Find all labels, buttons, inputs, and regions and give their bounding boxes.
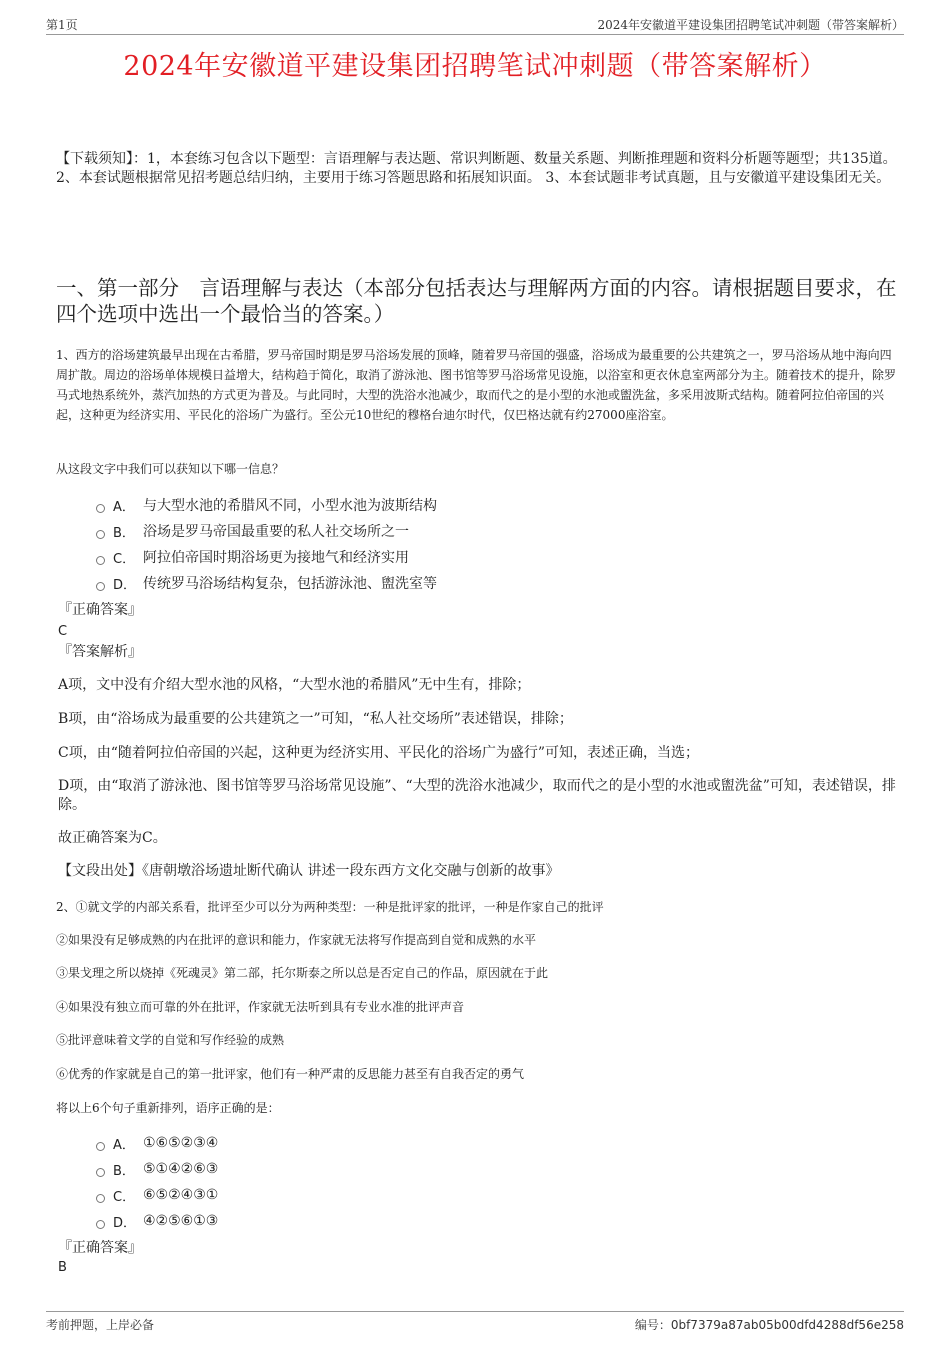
q1-answer: C [58, 624, 68, 639]
q2-sentence-6: ⑥优秀的作家就是自己的第一批评家，他们有一种严肃的反思能力甚至有自我否定的勇气 [56, 1067, 525, 1081]
q2-option-d[interactable]: D． ④②⑤⑥①③ [96, 1208, 218, 1234]
section-title: 一、第一部分 言语理解与表达（本部分包括表达与理解两方面的内容。请根据题目要求，在四个选项中选出一个最恰当的答案。） [56, 276, 897, 326]
q1-analysis-d: D项，由“取消了游泳池、图书馆等罗马浴场常见设施”、“大型的洗浴水池减少，取而代之的是小型的水池或盥洗盆”可知，表述错误，排除。 [58, 778, 896, 813]
q1-source: 【文段出处】《唐朝墩浴场遗址断代确认 讲述一段东西方文化交融与创新的故事》 [58, 863, 560, 879]
radio-icon[interactable] [96, 1168, 105, 1177]
radio-icon[interactable] [96, 504, 105, 513]
q1-option-c[interactable]: C． 阿拉伯帝国时期浴场更为接地气和经济实用 [96, 544, 437, 570]
q1-option-b[interactable]: B． 浴场是罗马帝国最重要的私人社交场所之一 [96, 518, 437, 544]
q1-option-d[interactable]: D． 传统罗马浴场结构复杂，包括游泳池、盥洗室等 [96, 570, 437, 596]
q1-analysis-label: 『答案解析』 [58, 644, 142, 660]
page-number: 第1页 [46, 18, 78, 32]
q2-sentence-5: ⑤批评意味着文学的自觉和写作经验的成熟 [56, 1033, 285, 1047]
q2-option-c[interactable]: C． ⑥⑤②④③① [96, 1182, 218, 1208]
radio-icon[interactable] [96, 1142, 105, 1151]
page-footer [46, 1311, 904, 1334]
q2-sentence-1: 2、①就文学的内部关系看，批评至少可以分为两种类型：一种是批评家的批评，一种是作家自己的批评 [56, 900, 604, 914]
q1-analysis-b: B项，由“浴场成为最重要的公共建筑之一”可知，“私人社交场所”表述错误，排除； [58, 711, 573, 727]
page-header [46, 16, 904, 35]
header-doc-title: 2024年安徽道平建设集团招聘笔试冲刺题（带答案解析） [597, 18, 904, 32]
q2-question: 将以上6个句子重新排列，语序正确的是： [56, 1101, 280, 1115]
footer-slogan: 考前押题，上岸必备 [46, 1318, 155, 1332]
q2-options [96, 1130, 218, 1234]
radio-icon[interactable] [96, 582, 105, 591]
q1-option-a[interactable]: A． 与大型水池的希腊风不同，小型水池为波斯结构 [96, 492, 437, 518]
q2-answer-label: 『正确答案』 [58, 1240, 142, 1256]
q2-option-b[interactable]: B． ⑤①④②⑥③ [96, 1156, 218, 1182]
footer-code: 编号：0bf7379a87ab05b00dfd4288df56e258 [634, 1318, 904, 1332]
download-notice: 【下载须知】：1，本套练习包含以下题型：言语理解与表达题、常识判断题、数量关系题、判断推理题和资料分析题等题型；共135道。 2、本套试题根据常见招考题总结归纳，主要用于练习答题思路和拓展知识面。 3、本套试题非考试真题，且与安徽道平建设集团无关。 [56, 151, 897, 186]
radio-icon[interactable] [96, 1194, 105, 1203]
q1-conclusion: 故正确答案为C。 [58, 830, 167, 846]
radio-icon[interactable] [96, 530, 105, 539]
q2-answer: B [58, 1260, 67, 1275]
q1-analysis-c: C项，由“随着阿拉伯帝国的兴起，这种更为经济实用、平民化的浴场广为盛行”可知，表述正确，当选； [58, 745, 700, 761]
radio-icon[interactable] [96, 556, 105, 565]
document-title: 2024年安徽道平建设集团招聘笔试冲刺题（带答案解析） [123, 51, 827, 82]
q2-sentence-4: ④如果没有独立而可靠的外在批评，作家就无法听到具有专业水准的批评声音 [56, 1000, 465, 1014]
q1-answer-label: 『正确答案』 [58, 602, 142, 618]
q2-option-a[interactable]: A． ①⑥⑤②③④ [96, 1130, 218, 1156]
q1-question: 从这段文字中我们可以获知以下哪一信息？ [56, 462, 285, 476]
q1-stem: 1、西方的浴场建筑最早出现在古希腊，罗马帝国时期是罗马浴场发展的顶峰，随着罗马帝国的强盛，浴场成为最重要的公共建筑之一，罗马浴场从地中海向四周扩散。周边的浴场单体规模日益增大，结构趋于简化，取消了游泳池、图书馆等罗马浴场常见设施，以浴室和更衣休息室两部分为主。随着技术的提升，除罗马式地热系统外，蒸汽加热的方式更为普及。与此同时，大型的洗浴水池减少，取而代之的是小型的水池或盥洗盆，多采用波斯式结构。随着阿拉伯帝国的兴起，这种更为经济实用、平民化的浴场广为盛行。至公元10世纪的穆格台迪尔时代，仅巴格达就有约27000座浴室。 [56, 348, 897, 422]
q1-analysis-a: A项，文中没有介绍大型水池的风格，“大型水池的希腊风”无中生有，排除； [58, 677, 531, 693]
q1-options [96, 492, 437, 596]
radio-icon[interactable] [96, 1220, 105, 1229]
q2-sentence-3: ③果戈理之所以烧掉《死魂灵》第二部，托尔斯泰之所以总是否定自己的作品，原因就在于此 [56, 966, 549, 980]
q2-sentence-2: ②如果没有足够成熟的内在批评的意识和能力，作家就无法将写作提高到自觉和成熟的水平 [56, 933, 537, 947]
